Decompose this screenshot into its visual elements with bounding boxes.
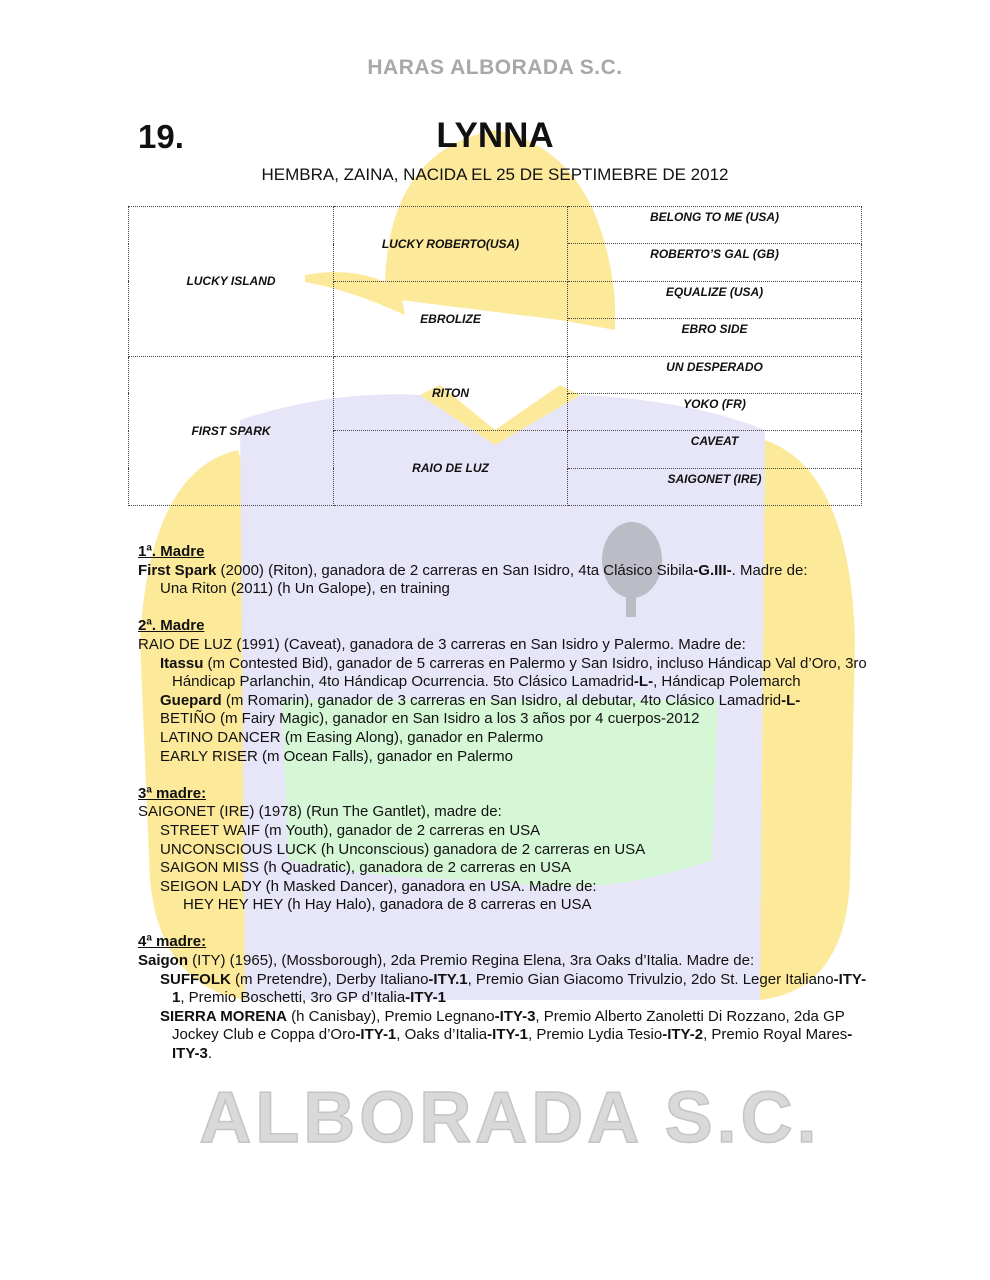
horse-description: HEMBRA, ZAINA, NACIDA EL 25 DE SEPTIMEBRE DE 2012 bbox=[261, 165, 729, 184]
produce-line: SIERRA MORENA (h Canisbay), Premio Legnano-ITY-3, Premio Alberto Zanoletti Di Rozzano, 2da GP Jockey Club e Coppa d’Oro-ITY-1, Oaks d’Italia-ITY-1, Premio Lydia Tesio-ITY-2, Premio Royal Mares-ITY-3. bbox=[160, 1007, 853, 1063]
pedigree-sire-sire: LUCKY ROBERTO(USA) bbox=[334, 207, 568, 282]
pedigree-g3-cell: CAVEAT bbox=[568, 431, 862, 468]
lot-number: 19. bbox=[138, 118, 184, 155]
produce-line: HEY HEY HEY (h Hay Halo), ganadora de 8 carreras en USA bbox=[183, 896, 592, 914]
pedigree-dam-sire: RITON bbox=[334, 356, 568, 431]
section-heading: 3ª madre: bbox=[138, 784, 207, 802]
produce-line: SUFFOLK (m Pretendre), Derby Italiano-ITY.1, Premio Gian Giacomo Trivulzio, 2do St. Leger Italiano-ITY-1, Premio Boschetti, 3ro GP d’Italia-ITY-1 bbox=[160, 970, 867, 1007]
pedigree-sire-dam: EBROLIZE bbox=[334, 281, 568, 356]
dam-line: Saigon (ITY) (1965), (Mossborough), 2da Premio Regina Elena, 3ra Oaks d’Italia. Madre de: bbox=[138, 952, 755, 970]
produce-line: STREET WAIF (m Youth), ganador de 2 carreras en USA bbox=[160, 821, 541, 839]
pedigree-table bbox=[128, 206, 862, 506]
pedigree-g3-cell: EBRO SIDE bbox=[568, 319, 862, 356]
pedigree-g3-cell: EQUALIZE (USA) bbox=[568, 281, 862, 318]
pedigree-g3-cell: UN DESPERADO bbox=[568, 356, 862, 393]
produce-line: EARLY RISER (m Ocean Falls), ganador en Palermo bbox=[160, 747, 513, 765]
pedigree-g3-cell: BELONG TO ME (USA) bbox=[568, 207, 862, 244]
pedigree-sire: LUCKY ISLAND bbox=[129, 207, 334, 357]
dam-line: SAIGONET (IRE) (1978) (Run The Gantlet), madre de: bbox=[138, 803, 502, 821]
produce-line: Una Riton (2011) (h Un Galope), en training bbox=[160, 580, 450, 598]
produce-line: LATINO DANCER (m Easing Along), ganador en Palermo bbox=[160, 728, 544, 746]
pedigree-g3-cell: YOKO (FR) bbox=[568, 393, 862, 430]
pedigree-g3-cell: ROBERTO’S GAL (GB) bbox=[568, 244, 862, 281]
dam-line: RAIO DE LUZ (1991) (Caveat), ganadora de 3 carreras en San Isidro y Palermo. Madre de: bbox=[138, 635, 746, 653]
produce-line: UNCONSCIOUS LUCK (h Unconscious) ganadora de 2 carreras en USA bbox=[160, 840, 646, 858]
section-heading: 4ª madre: bbox=[138, 933, 207, 951]
produce-line: SEIGON LADY (h Masked Dancer), ganadora en USA. Madre de: bbox=[160, 877, 597, 895]
section-heading: 2ª. Madre bbox=[138, 617, 205, 635]
section-heading: 1ª. Madre bbox=[138, 543, 205, 560]
produce-line: SAIGON MISS (h Quadratic), ganadora de 2 carreras en USA bbox=[160, 859, 572, 877]
produce-line: Itassu (m Contested Bid), ganador de 5 carreras en Palermo y San Isidro, incluso Hándicap Val d’Oro, 3ro Hándicap Parlanchin, 4to Hándicap Ocurrencia. 5to Clásico Lamadrid-L-, Hándicap Polemarch bbox=[160, 654, 867, 691]
pedigree-g3-cell: SAIGONET (IRE) bbox=[568, 468, 862, 505]
farm-header: HARAS ALBORADA S.C. bbox=[367, 56, 623, 79]
produce-line: Guepard (m Romarin), ganador de 3 carreras en San Isidro, al debutar, 4to Clásico Lamadrid-L- bbox=[160, 691, 801, 709]
horse-name: LYNNA bbox=[436, 116, 554, 155]
produce-line: BETIÑO (m Fairy Magic), ganador en San Isidro a los 3 años por 4 cuerpos-2012 bbox=[160, 710, 700, 728]
pedigree-dam: FIRST SPARK bbox=[129, 356, 334, 506]
dam-line: First Spark (2000) (Riton), ganadora de 2 carreras en San Isidro, 4ta Clásico Sibila-G.III-. Madre de: bbox=[138, 561, 808, 579]
watermark-text: ALBORADA S.C. bbox=[199, 1078, 821, 1158]
pedigree-dam-dam: RAIO DE LUZ bbox=[334, 431, 568, 506]
family-history bbox=[138, 543, 868, 1064]
